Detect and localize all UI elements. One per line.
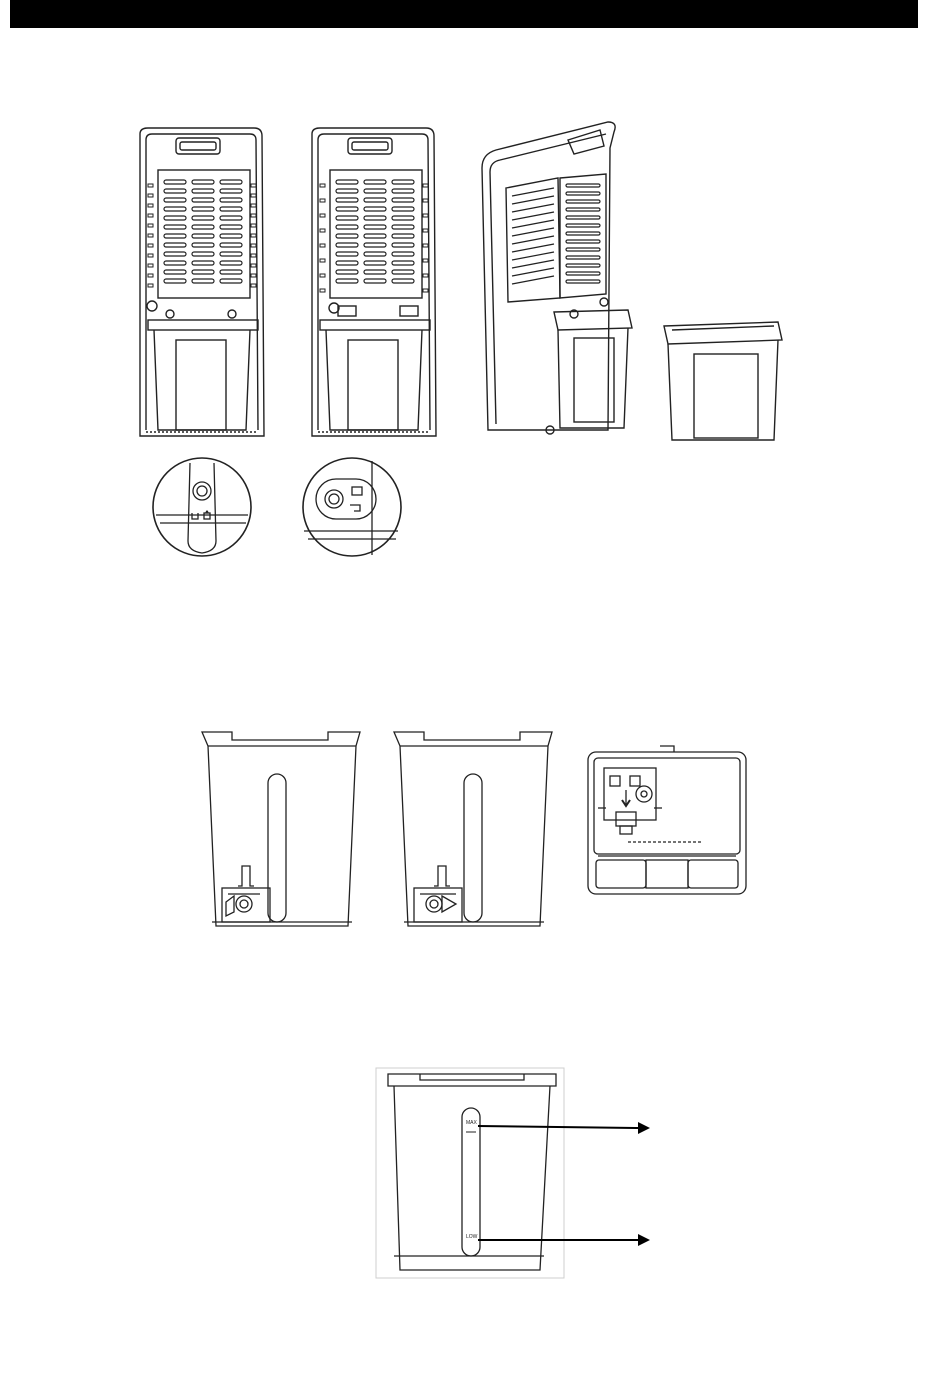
cooler-rear-tank-locked xyxy=(308,124,440,440)
low-level-mark: LOW xyxy=(466,1234,478,1240)
lock-knob-detail-horizontal xyxy=(300,455,404,559)
water-tank-float-valve-a xyxy=(198,726,368,930)
max-level-mark: MAX xyxy=(466,1120,477,1126)
water-tank-float-valve-b xyxy=(390,726,560,930)
water-tank-top-view xyxy=(584,742,750,900)
cooler-side-tank-removed xyxy=(478,118,808,446)
header-bar xyxy=(10,0,918,28)
water-tank-level-window xyxy=(374,1066,650,1280)
cooler-rear-tank-unlocked xyxy=(136,124,268,440)
lock-knob-detail-vertical xyxy=(150,455,254,559)
